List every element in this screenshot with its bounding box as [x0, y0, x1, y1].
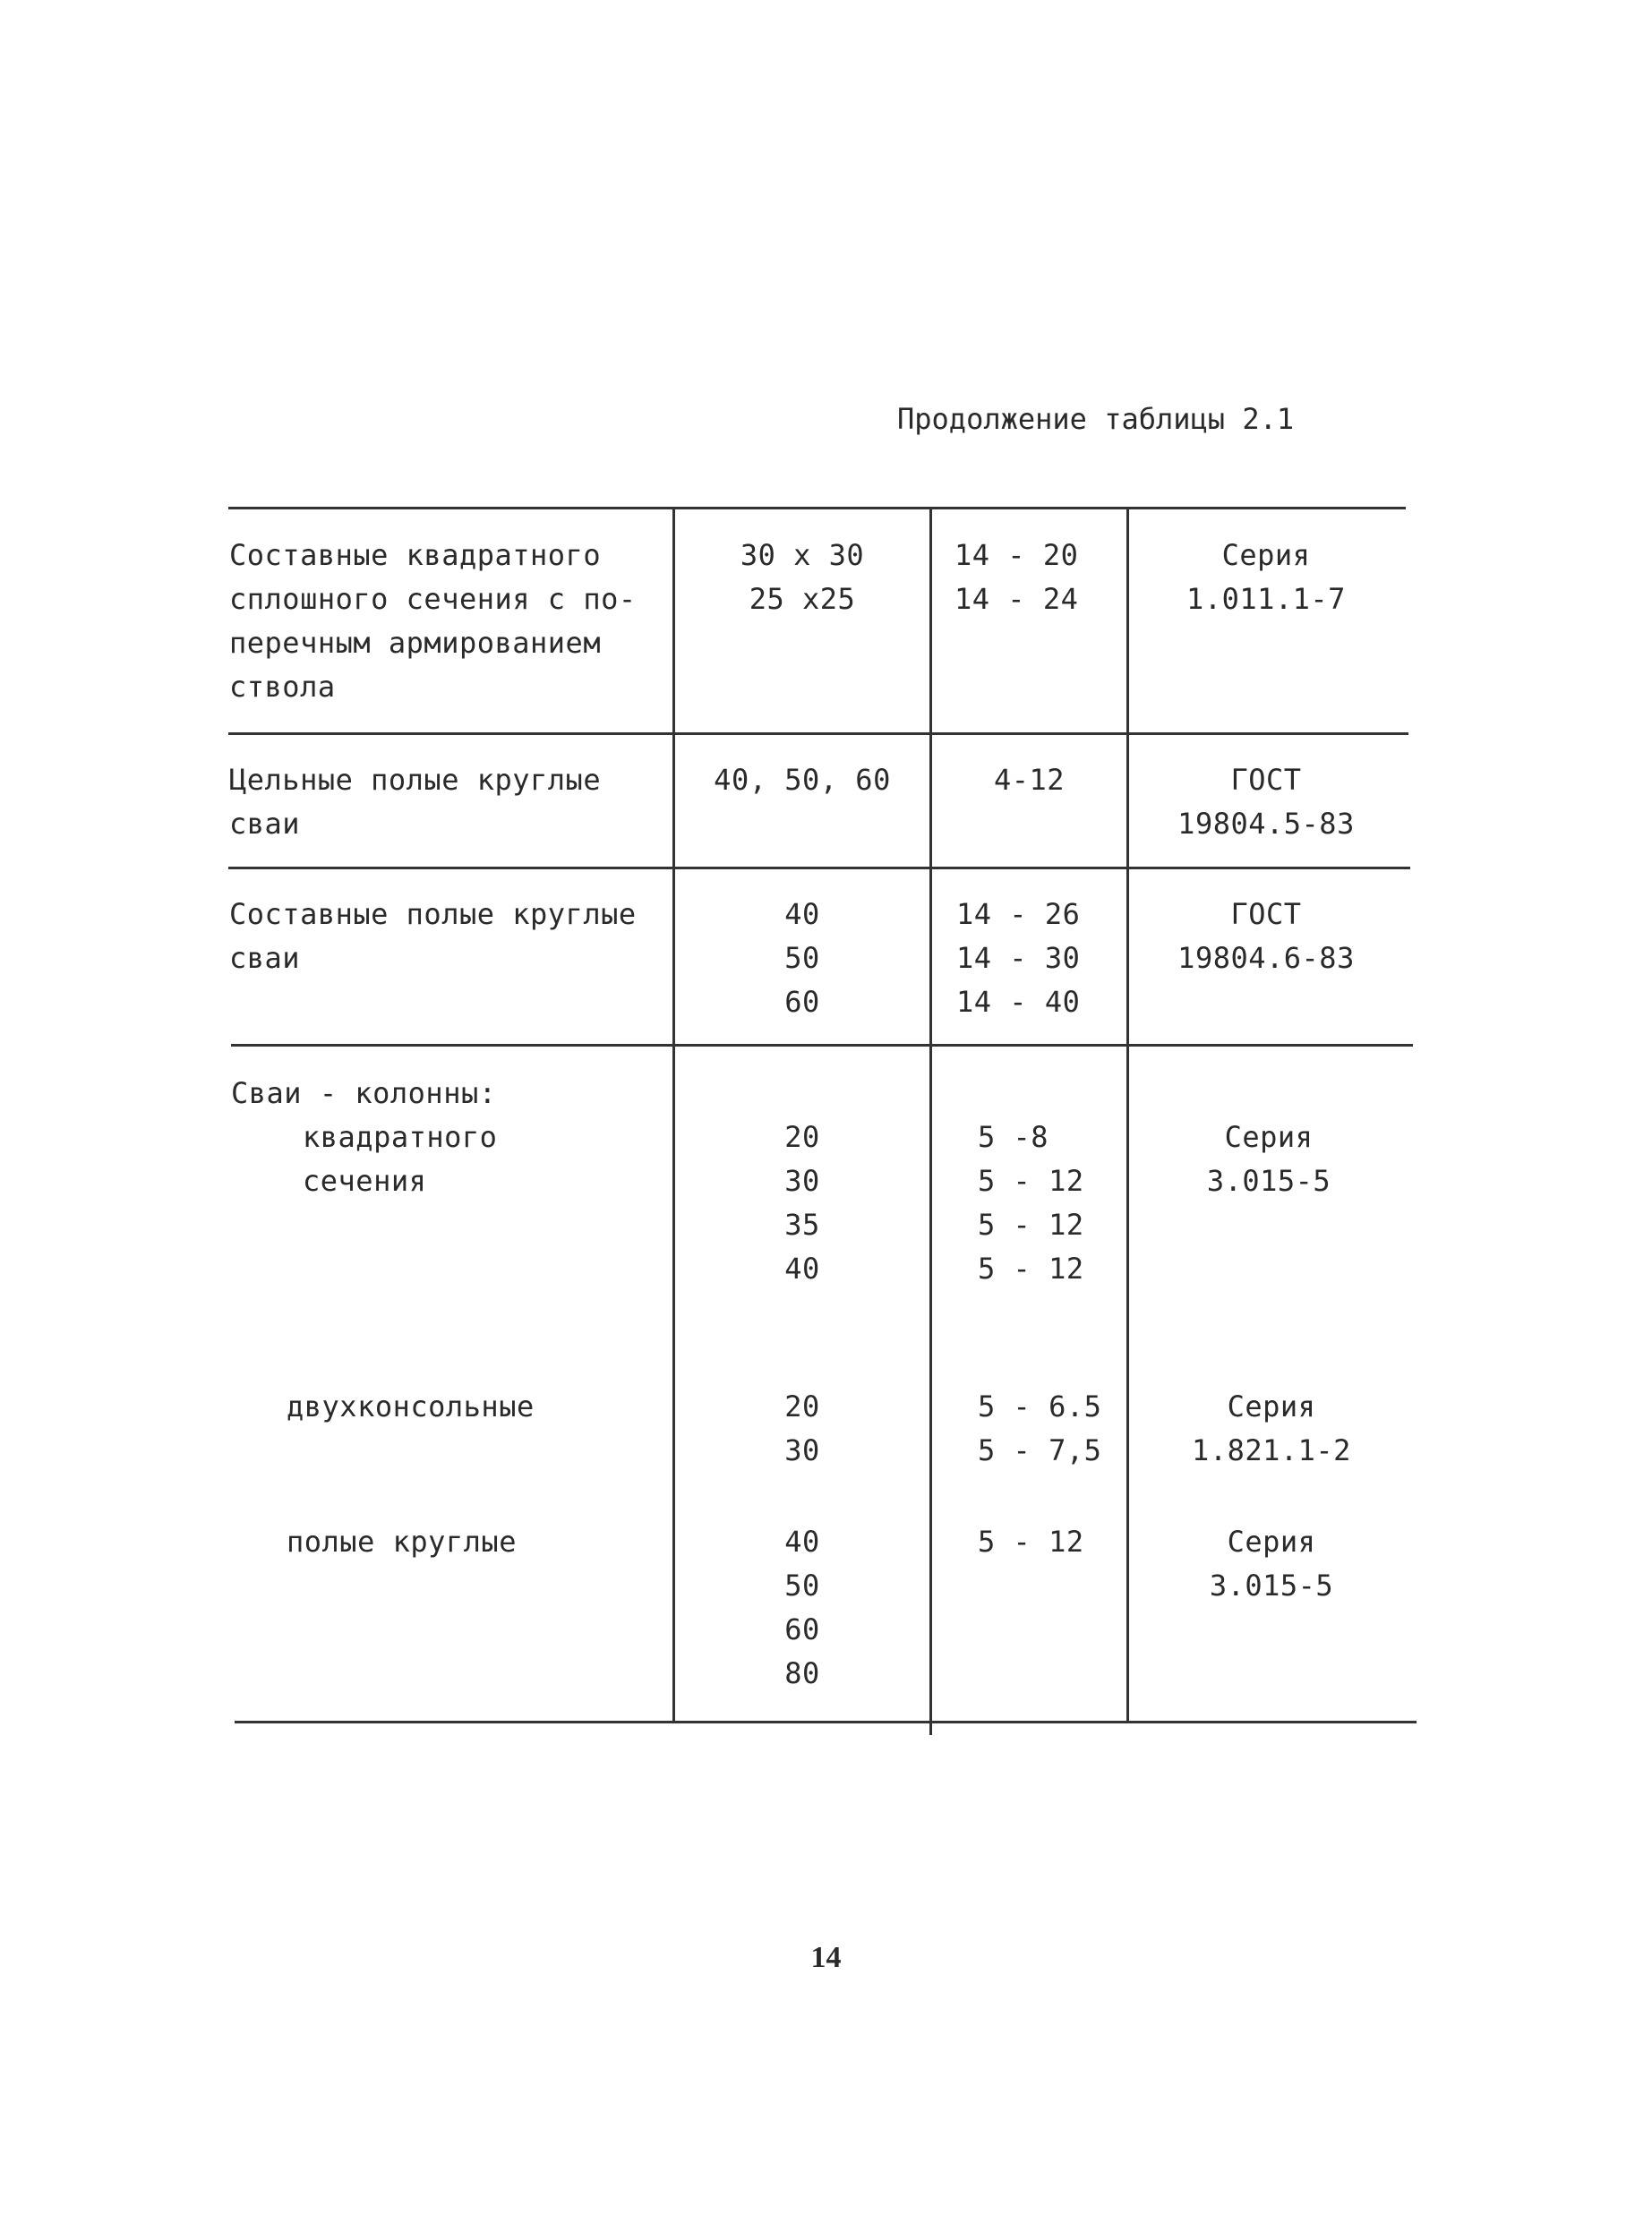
row-divider: [228, 867, 1410, 869]
page-number: 14: [810, 1941, 842, 1974]
table-bottom-rule: [235, 1721, 1417, 1723]
column-divider: [929, 509, 932, 1735]
row-divider: [228, 732, 1408, 735]
table-continuation-caption: Продолжение таблицы 2.1: [897, 402, 1295, 436]
group-heading: Сваи - колонны:: [231, 1076, 497, 1110]
table-top-rule: [228, 507, 1406, 509]
row-divider: [231, 1044, 1413, 1047]
